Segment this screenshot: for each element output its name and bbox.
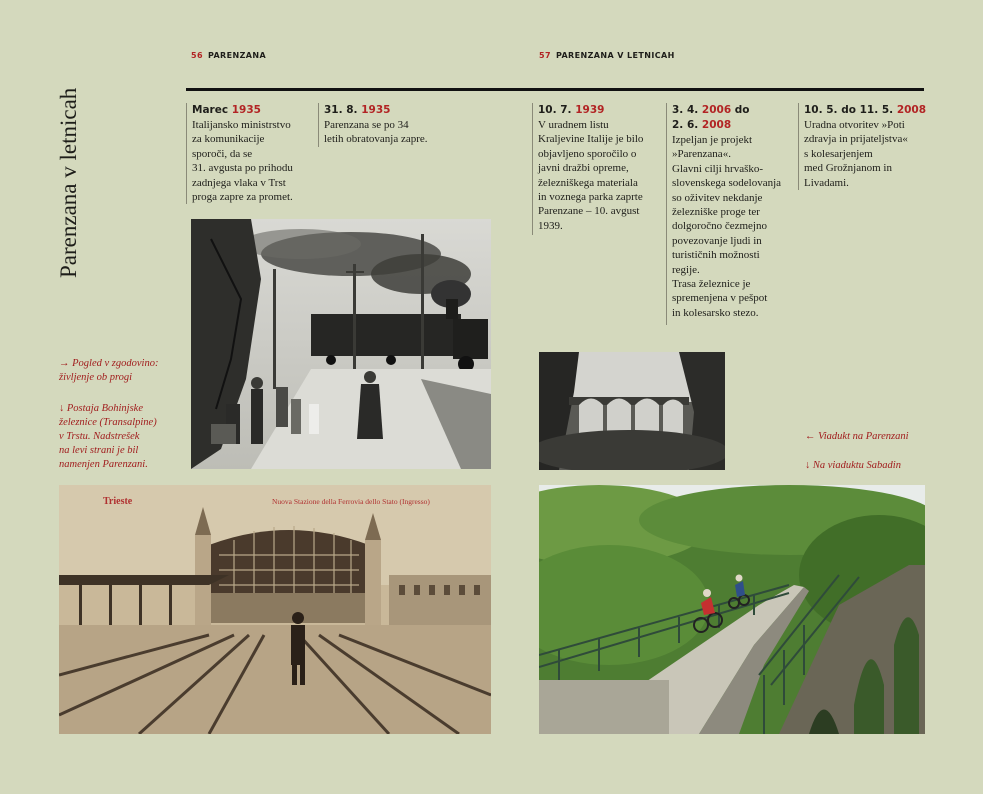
timeline-text: Uradna otvoritev »Poti zdravja in prijateljstva« s kolesarjenjem med Grožnjanom in Livadami. <box>804 119 908 189</box>
timeline-entry-2 <box>318 103 454 147</box>
caption-sabadin-viaduct: ↓ Na viaduktu Sabadin <box>805 460 901 471</box>
left-page-header <box>191 51 266 60</box>
caption-viaduct: ← Viadukt na Parenzani <box>805 431 909 442</box>
timeline-date: 31. 8. 1935 <box>324 104 391 116</box>
right-page-title: PARENZANA V LETNICAH <box>555 51 675 60</box>
timeline-entry-1 <box>186 103 314 204</box>
side-title <box>57 88 81 278</box>
timeline-entry-3 <box>532 103 663 235</box>
header-rule <box>186 88 924 91</box>
postcard-title: Nuova Stazione della Ferrovia dello Stato (Ingresso) <box>272 497 430 506</box>
left-page-title: PARENZANA <box>207 51 267 60</box>
timeline-date: 10. 5. do 11. 5. 2008 <box>804 104 927 116</box>
timeline-entry-5 <box>798 103 928 190</box>
timeline-date: 3. 4. 2006 do 2. 6. 2008 <box>672 104 750 131</box>
viaduct-photo <box>539 352 725 470</box>
timeline-text: Italijansko ministrstvo za komunikacije sporoči, da se 31. avgusta po prihodu zadnjega vlaka v Trst proga zapre za promet. <box>192 119 293 204</box>
right-page-number: 57 <box>539 51 551 60</box>
right-page-header <box>539 51 675 60</box>
timeline-date: Marec 1935 <box>192 104 261 116</box>
timeline-text: Izpeljan je projekt »Parenzana«. Glavni cilji hrvaško- slovenskega sodelovanja so oživitev nekdanje železniške proge ter dolgoročno čezmejno povezovanje ljudi in turističnih možnosti regije. Trasa železnice je spremenjena v pešpot in kolesarsko stezo. <box>672 134 782 319</box>
side-title-text: Parenzana v letnicah <box>56 87 81 278</box>
timeline-text: V uradnem listu Kraljevine Italije je bilo objavljeno sporočilo o javni dražbi opreme, železniškega materiala in voznega parka zaprte Parenzane – 10. avgust 1939. <box>538 119 644 232</box>
sabadin-viaduct-photo <box>539 485 925 734</box>
timeline-date: 10. 7. 1939 <box>538 104 605 116</box>
trieste-station-postcard <box>59 485 491 734</box>
timeline-entry-4 <box>666 103 798 325</box>
timeline-text: Parenzana se po 34 letih obratovanja zapre. <box>324 119 428 146</box>
caption-life-by-track: → Pogled v zgodovino: življenje ob progi <box>59 358 159 383</box>
postcard-city: Trieste <box>103 496 133 507</box>
left-page-number: 56 <box>191 51 203 60</box>
caption-trieste-station: ↓ Postaja Bohinjske železnice (Transalpine) v Trstu. Nadstrešek na levi strani je bil namenjen Parenzani. <box>59 403 157 470</box>
steam-train-photo <box>191 219 491 469</box>
